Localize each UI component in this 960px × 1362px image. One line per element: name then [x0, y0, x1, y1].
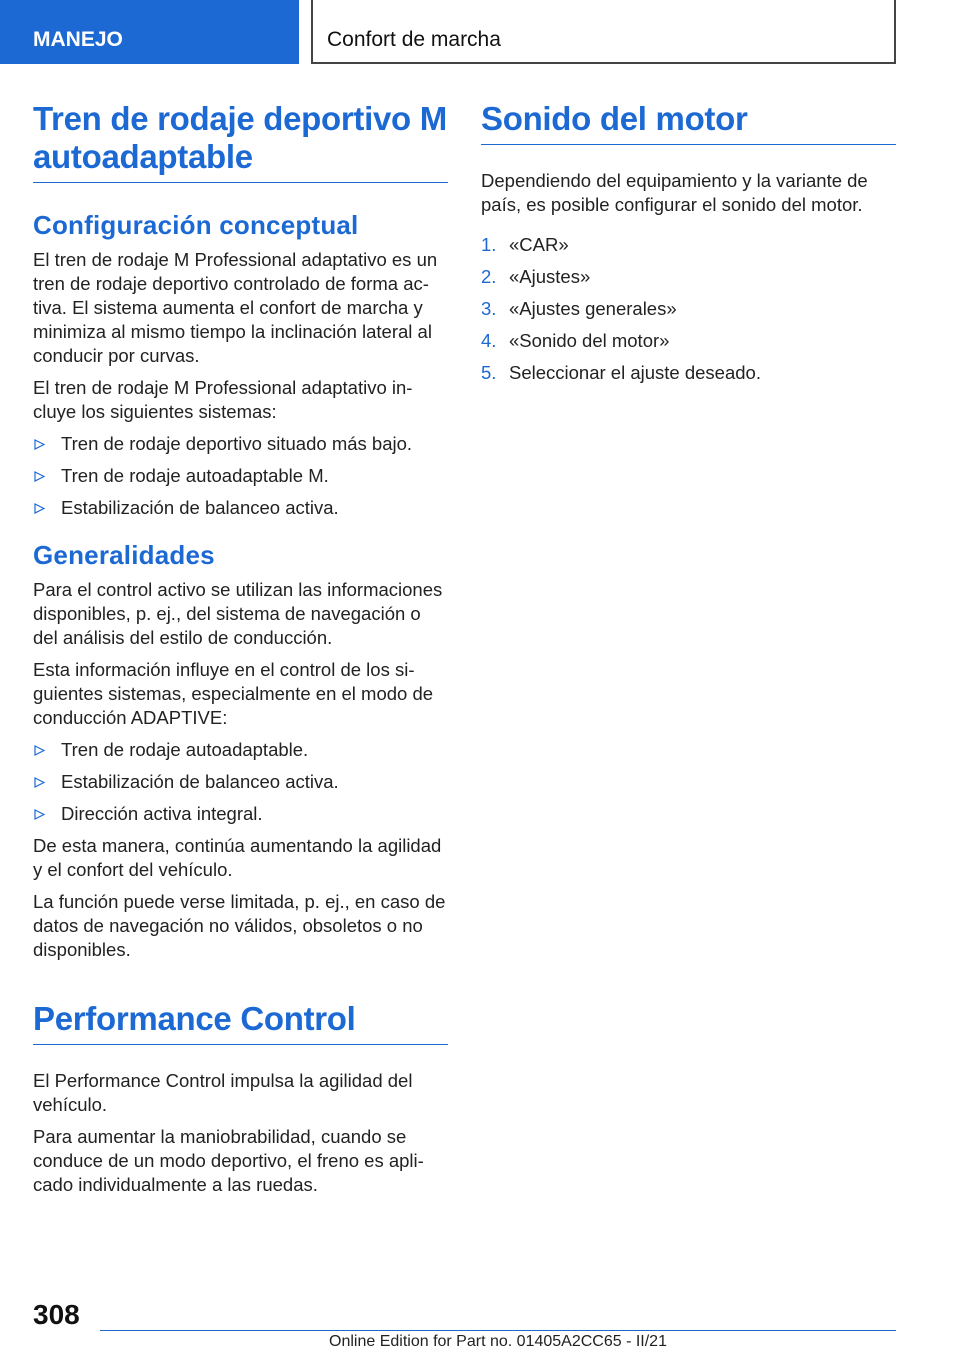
list-item	[481, 329, 896, 353]
heading-concept: Configuración conceptual	[33, 210, 359, 240]
list-item	[481, 265, 896, 289]
paragraph: Dependiendo del equipamiento y la variante de país, es posible configurar el sonido del motor.	[481, 170, 868, 215]
list-item-text: Estabilización de balanceo activa.	[61, 771, 339, 792]
paragraph: El tren de rodaje M Professional adaptativo in-cluye los siguientes sistemas:	[33, 377, 413, 422]
paragraph: De esta manera, continúa aumentando la agilidad y el confort del vehículo.	[33, 835, 442, 880]
list-item	[481, 297, 896, 321]
header-section-label: MANEJO	[0, 0, 299, 64]
bullet-list-concept	[33, 432, 448, 520]
paragraph: El tren de rodaje M Professional adaptativo es un tren de rodaje deportivo controlado de forma ac-tiva. El sistema aumenta el confort de marcha y minimiza al mismo tiempo la inclinación lateral al conducir por curvas.	[33, 249, 438, 366]
paragraph: Para el control activo se utilizan las informaciones disponibles, p. ej., del sistema de navegación o del análisis del estilo de conducción.	[33, 579, 443, 648]
heading-general: Generalidades	[33, 540, 215, 570]
list-item-text: Tren de rodaje autoadaptable.	[61, 739, 309, 760]
triangle-right-outline-icon	[34, 471, 45, 482]
list-item-text: Tren de rodaje deportivo situado más bajo.	[61, 433, 413, 454]
list-item	[33, 432, 448, 456]
paragraph: El Performance Control impulsa la agilidad del vehículo.	[33, 1070, 413, 1115]
step-number: 3.	[481, 298, 497, 319]
footer-edition-text: Online Edition for Part no. 01405A2CC65 - II/21	[329, 1333, 667, 1350]
paragraph: Esta información influye en el control de los si-guientes sistemas, especialmente en el modo de conducción ADAPTIVE:	[33, 659, 434, 728]
list-item	[33, 496, 448, 520]
list-item-text: Estabilización de balanceo activa.	[61, 497, 339, 518]
step-number: 4.	[481, 330, 497, 351]
list-item	[481, 233, 896, 257]
step-text: «CAR»	[509, 234, 569, 255]
footer-divider	[100, 1330, 896, 1331]
list-item	[33, 802, 448, 826]
section-title-performance-control: Performance Control	[33, 1000, 448, 1045]
list-item	[33, 464, 448, 488]
list-item	[481, 361, 896, 385]
triangle-right-outline-icon	[34, 439, 45, 450]
bullet-list-general	[33, 738, 448, 826]
step-text: Seleccionar el ajuste deseado.	[509, 362, 761, 383]
list-item-text: Tren de rodaje autoadaptable M.	[61, 465, 329, 486]
right-column	[481, 100, 896, 393]
step-number: 5.	[481, 362, 497, 383]
triangle-right-outline-icon	[34, 503, 45, 514]
triangle-right-outline-icon	[34, 745, 45, 756]
section-title-engine-sound: Sonido del motor	[481, 100, 896, 145]
list-item	[33, 738, 448, 762]
step-number: 2.	[481, 266, 497, 287]
triangle-right-outline-icon	[34, 809, 45, 820]
header-topic-label: Confort de marcha	[311, 0, 896, 64]
page-number: 308	[33, 1299, 80, 1330]
list-item	[33, 770, 448, 794]
steps-list	[481, 233, 896, 385]
list-item-text: Dirección activa integral.	[61, 803, 263, 824]
paragraph: La función puede verse limitada, p. ej., en caso de datos de navegación no válidos, obsoletos o no disponibles.	[33, 891, 446, 960]
step-text: «Sonido del motor»	[509, 330, 670, 351]
left-column	[33, 100, 448, 1197]
step-text: «Ajustes generales»	[509, 298, 677, 319]
section-title-adaptive-suspension: Tren de rodaje deportivo M autoadaptable	[33, 100, 448, 183]
paragraph: Para aumentar la maniobrabilidad, cuando se conduce de un modo deportivo, el freno es apli-cado individualmente a las ruedas.	[33, 1126, 424, 1195]
step-number: 1.	[481, 234, 497, 255]
triangle-right-outline-icon	[34, 777, 45, 788]
step-text: «Ajustes»	[509, 266, 591, 287]
